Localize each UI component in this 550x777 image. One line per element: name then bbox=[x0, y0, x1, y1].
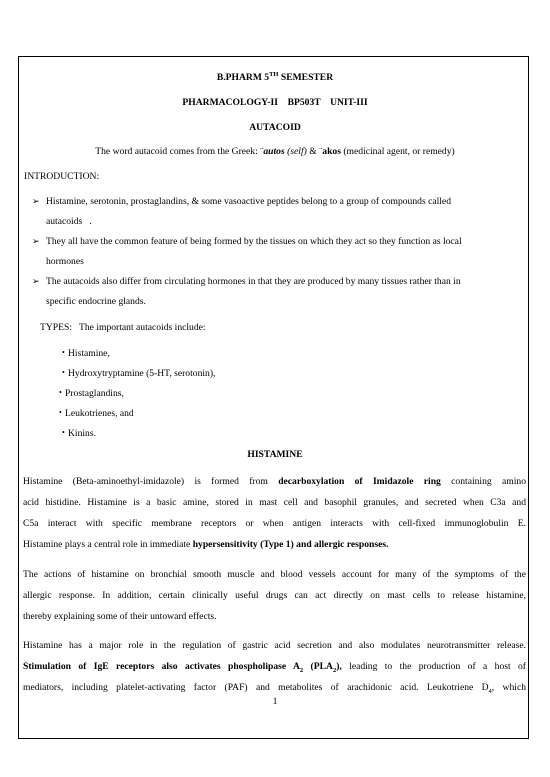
types-item: Histamine, bbox=[68, 348, 110, 359]
arrow-bullet-icon: ➢ bbox=[32, 276, 40, 286]
histamine-p3-line-1: Histamine has a major role in the regulation of gastric acid secretion and also modulates neurotransmitter release. bbox=[23, 640, 526, 651]
intro-bullet-3-line-1: The autacoids also differ from circulating hormones in that they are produced by many tissues rather than in bbox=[46, 276, 461, 287]
intro-bullet-3-line-2: specific endocrine glands. bbox=[46, 296, 146, 307]
histamine-p1-line-3: C5a interact with specific membrane receptors or when antigen interacts with cell-fixed immunoglobulin E. bbox=[23, 518, 526, 529]
types-item: Hydroxytryptamine (5-HT, serotonin), bbox=[68, 368, 216, 379]
histamine-p3-line-3: mediators, including platelet-activating factor (PAF) and metabolites of arachidonic acid. Leukotriene $D_4$, which bbox=[23, 682, 526, 695]
histamine-p1-line-4: Histamine plays a central role in immediate hypersensitivity (Type 1) and allergic responses. bbox=[23, 539, 389, 550]
histamine-p2-line-2: allergic response. In addition, certain clinically useful drugs can act directly on mast cells to release histamine, bbox=[23, 590, 526, 601]
types-item: Prostaglandins, bbox=[65, 388, 124, 399]
intro-bullet-2-line-2: hormones bbox=[46, 256, 84, 267]
dot-bullet-icon: • bbox=[59, 408, 62, 417]
histamine-heading: HISTAMINE bbox=[247, 449, 303, 460]
dot-bullet-icon: • bbox=[62, 428, 65, 437]
etymology-line: The word autacoid comes from the Greek: ¨autos (self) & ¨akos (medicinal agent, or remedy) bbox=[95, 146, 455, 157]
intro-bullet-1-line-2: autacoids . bbox=[46, 216, 92, 227]
dot-bullet-icon: • bbox=[59, 388, 62, 397]
dot-bullet-icon: • bbox=[62, 348, 65, 357]
types-label: TYPES: The important autacoids include: bbox=[40, 322, 206, 333]
page-number: 1 bbox=[272, 696, 278, 707]
types-item: Kinins. bbox=[68, 428, 96, 439]
histamine-p2-line-1: The actions of histamine on bronchial smooth muscle and blood vessels account for many of the symptoms of the bbox=[23, 569, 526, 580]
arrow-bullet-icon: ➢ bbox=[32, 196, 40, 206]
histamine-p1-line-1: Histamine (Beta-aminoethyl-imidazole) is formed from decarboxylation of Imidazole ring containing amino bbox=[23, 476, 526, 487]
intro-bullet-1-line-1: Histamine, serotonin, prostaglandins, & some vasoactive peptides belong to a group of compounds called bbox=[46, 196, 451, 207]
intro-bullet-2-line-1: They all have the common feature of being formed by the tissues on which they act so they function as local bbox=[46, 236, 462, 247]
course-line: PHARMACOLOGY-II BP503T UNIT-III bbox=[182, 97, 368, 108]
title-autacoid: AUTACOID bbox=[249, 122, 301, 133]
semester-line: B.PHARM 5TH SEMESTER bbox=[216, 70, 334, 83]
histamine-p2-line-3: thereby explaining some of their untoward effects. bbox=[23, 611, 217, 622]
introduction-label: INTRODUCTION: bbox=[24, 171, 100, 182]
histamine-p3-line-2: Stimulation of IgE receptors also activates phospholipase $A_2$ $(PLA_2)$, leading to the production of a host of bbox=[23, 661, 527, 674]
arrow-bullet-icon: ➢ bbox=[32, 236, 40, 246]
types-item: Leukotrienes, and bbox=[65, 408, 134, 419]
dot-bullet-icon: • bbox=[62, 368, 65, 377]
histamine-p1-line-2: acid histidine. Histamine is a basic amine, stored in mast cell and basophil granules, and secreted when C3a and bbox=[23, 497, 526, 508]
